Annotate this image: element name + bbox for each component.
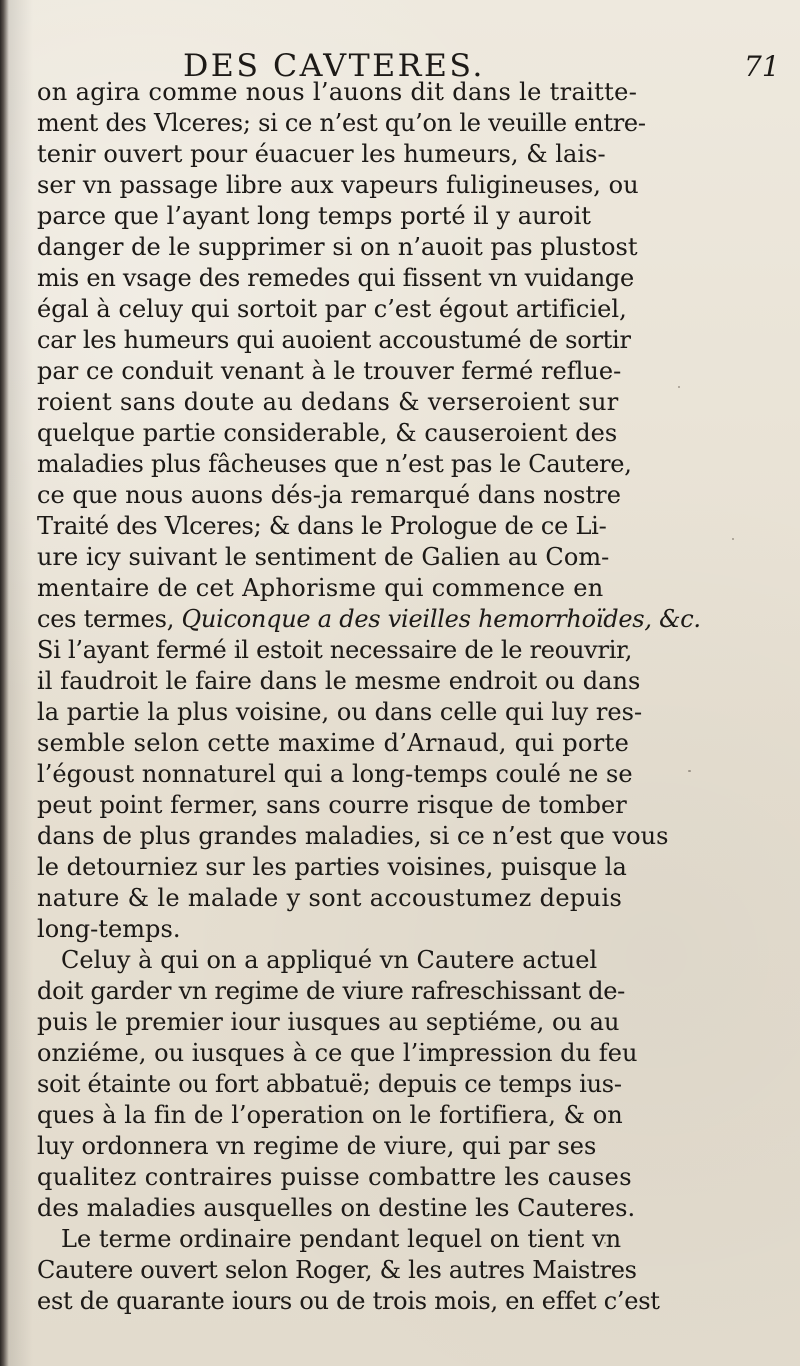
text-line: semble selon cette maxime d’Arnaud, qui porte — [37, 729, 630, 757]
running-head: DES CAVTERES. — [183, 48, 485, 84]
binding-edge — [0, 0, 9, 1366]
paper-speck — [732, 538, 734, 540]
text-line: danger de le supprimer si on n’auoit pas plustost — [37, 233, 638, 261]
text-line: Cautere ouvert selon Roger, & les autres Maistres — [37, 1256, 637, 1284]
text-line: égal à celuy qui sortoit par c’est égout artificiel, — [37, 295, 627, 323]
paper-speck — [604, 1242, 606, 1244]
text-line: nature & le malade y sont accoustumez depuis — [37, 884, 623, 912]
text-line: car les humeurs qui auoient accoustumé de sortir — [37, 326, 631, 354]
text-line: est de quarante iours ou de trois mois, en effet c’est — [37, 1287, 660, 1315]
text-line: doit garder vn regime de viure rafreschissant de- — [37, 977, 626, 1005]
text-line: long-temps. — [37, 915, 181, 943]
page-number: 71 — [744, 50, 780, 83]
text-line: peut point fermer, sans courre risque de tomber — [37, 791, 627, 819]
text-line: mentaire de cet Aphorisme qui commence en — [37, 574, 604, 602]
text-line: luy ordonnera vn regime de viure, qui par ses — [37, 1132, 597, 1160]
text-line: Le terme ordinaire pendant lequel on tient vn — [61, 1225, 622, 1253]
text-line: des maladies ausquelles on destine les Cauteres. — [37, 1194, 636, 1222]
text-line: Si l’ayant fermé il estoit necessaire de le reouvrir, — [37, 636, 633, 664]
text-line: l’égoust nonnaturel qui a long-temps coulé ne se — [37, 760, 633, 788]
text-line: ser vn passage libre aux vapeurs fuligineuses, ou — [37, 171, 639, 199]
text-line: Celuy à qui on a appliqué vn Cautere actuel — [61, 946, 598, 974]
italic-phrase: Quiconque a des vieilles hemorrhoïdes, &c. — [181, 605, 701, 633]
text-line: maladies plus fâcheuses que n’est pas le Cautere, — [37, 450, 632, 478]
text-line: le detourniez sur les parties voisines, puisque la — [37, 853, 627, 881]
text-line: quelque partie considerable, & causeroient des — [37, 419, 618, 447]
text-line: ques à la fin de l’operation on le fortifiera, & on — [37, 1101, 623, 1129]
text-line: soit étainte ou fort abbatuë; depuis ce temps ius- — [37, 1070, 622, 1098]
text-line: ce que nous auons dés-ja remarqué dans nostre — [37, 481, 621, 509]
text-line: onziéme, ou iusques à ce que l’impression du feu — [37, 1039, 638, 1067]
paper-speck — [688, 770, 691, 772]
text-line: roient sans doute au dedans & verseroient sur — [37, 388, 619, 416]
text-line: mis en vsage des remedes qui fissent vn vuidange — [37, 264, 634, 292]
text-line: qualitez contraires puisse combattre les causes — [37, 1163, 632, 1191]
text-line: par ce conduit venant à le trouver fermé reflue- — [37, 357, 622, 385]
text-line: ure icy suivant le sentiment de Galien au Com- — [37, 543, 610, 571]
body-text — [37, 77, 701, 1317]
text-segment: ces termes, — [37, 605, 182, 633]
italic-reference-line — [37, 604, 701, 635]
text-line: parce que l’ayant long temps porté il y auroit — [37, 202, 592, 230]
binding-shadow — [9, 0, 33, 1366]
text-line: on agira comme nous l’auons dit dans le traitte- — [37, 78, 638, 106]
text-line: puis le premier iour iusques au septiéme, ou au — [37, 1008, 620, 1036]
text-line: tenir ouvert pour éuacuer les humeurs, & lais- — [37, 140, 606, 168]
text-line: Traité des Vlceres; & dans le Prologue de ce Li- — [37, 512, 607, 540]
text-line: la partie la plus voisine, ou dans celle qui luy res- — [37, 698, 643, 726]
text-line: ment des Vlceres; si ce n’est qu’on le veuille entre- — [37, 109, 646, 137]
paper-speck — [678, 386, 680, 388]
text-line: il faudroit le faire dans le mesme endroit ou dans — [37, 667, 641, 695]
text-line: dans de plus grandes maladies, si ce n’est que vous — [37, 822, 669, 850]
